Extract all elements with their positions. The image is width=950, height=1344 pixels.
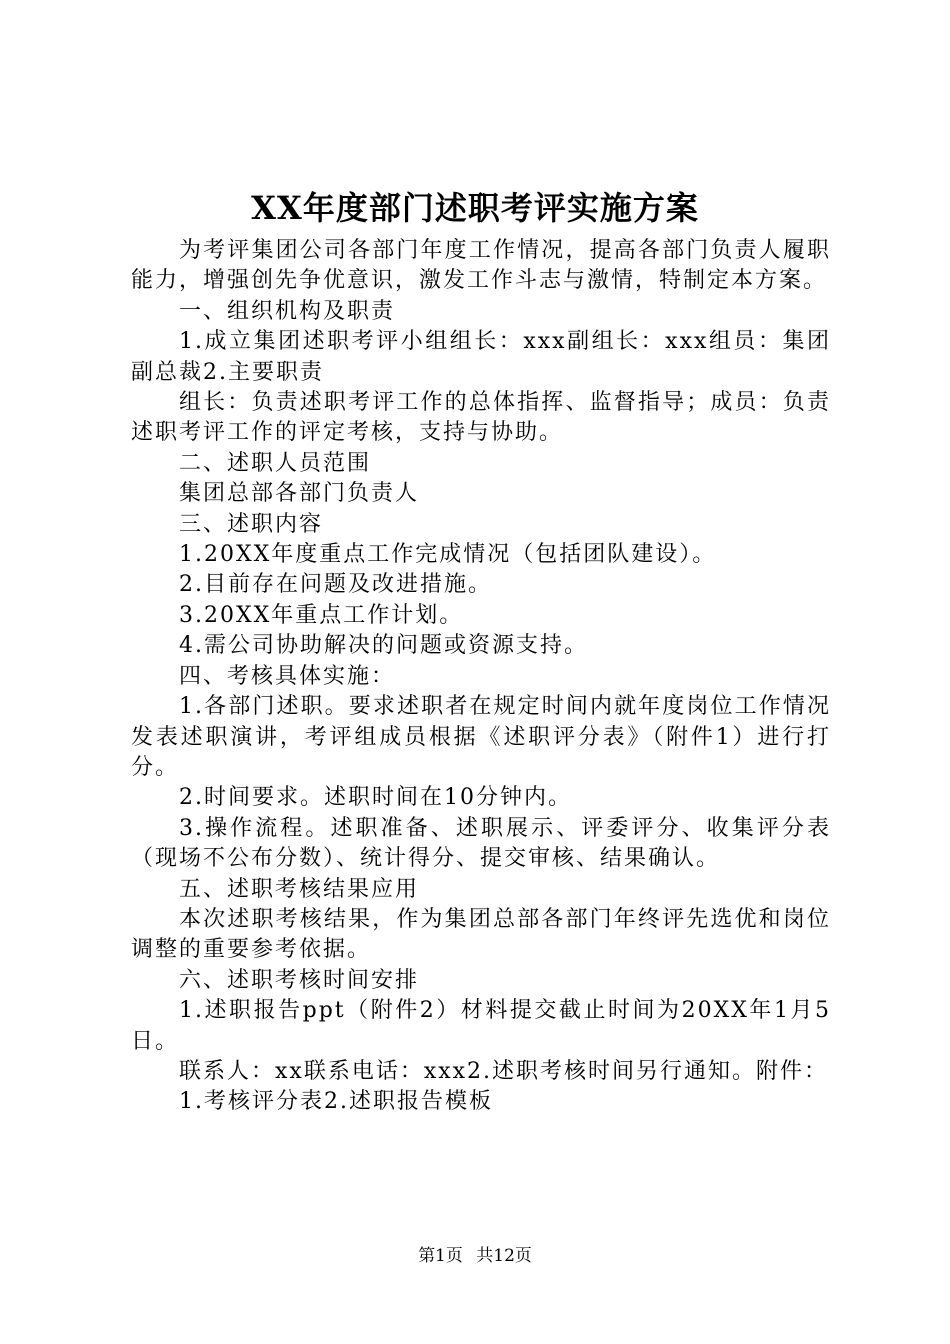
section-heading: 二、述职人员范围 <box>179 450 372 476</box>
paragraph: 1.述职报告ppt（附件2）材料提交截止时间为20XX年1月5日。 <box>131 998 831 1054</box>
paragraph: 组长：负责述职考评工作的总体指挥、监督指导；成员：负责述职考评工作的评定考核，支持与协助。 <box>131 390 831 446</box>
section-heading: 三、述职内容 <box>179 511 324 537</box>
page-number: 第1页 <box>418 1246 463 1266</box>
paragraph: 2.目前存在问题及改进措施。 <box>179 572 492 598</box>
paragraph: 1.成立集团述职考评小组组长：xxx副组长：xxx组员：集团副总裁2.主要职责 <box>131 329 831 385</box>
paragraph: 1.各部门述职。要求述职者在规定时间内就年度岗位工作情况发表述职演讲，考评组成员根据《述职评分表》（附件1）进行打分。 <box>131 694 831 780</box>
paragraph: 3.操作流程。述职准备、述职展示、评委评分、收集评分表（现场不公布分数）、统计得分、提交审核、结果确认。 <box>131 815 831 872</box>
paragraph: 1.20XX年度重点工作完成情况（包括团队建设）。 <box>179 542 717 568</box>
section-heading: 一、组织机构及职责 <box>179 298 396 324</box>
paragraph: 4.需公司协助解决的问题或资源支持。 <box>179 633 588 659</box>
paragraph: 2.时间要求。述职时间在10分钟内。 <box>179 785 572 811</box>
section-heading: 六、述职考核时间安排 <box>179 967 420 993</box>
paragraph: 集团总部各部门负责人 <box>179 481 420 507</box>
section-heading: 五、述职考核结果应用 <box>179 876 420 902</box>
document-body <box>131 236 831 1118</box>
page-total: 共12页 <box>476 1246 532 1266</box>
section-heading: 四、考核具体实施： <box>179 663 396 689</box>
paragraph: 联系人：xx联系电话：xxx2.述职考核时间另行通知。附件： <box>179 1058 829 1084</box>
paragraph: 3.20XX年重点工作计划。 <box>179 602 464 628</box>
paragraph: 1.考核评分表2.述职报告模板 <box>179 1089 493 1115</box>
page-footer <box>0 1244 950 1268</box>
document-title: XX年度部门述职考评实施方案 <box>251 189 699 227</box>
paragraph: 为考评集团公司各部门年度工作情况，提高各部门负责人履职能力，增强创先争优意识，激发工作斗志与激情，特制定本方案。 <box>131 238 831 294</box>
paragraph: 本次述职考核结果，作为集团总部各部门年终评先选优和岗位调整的重要参考依据。 <box>131 906 831 963</box>
